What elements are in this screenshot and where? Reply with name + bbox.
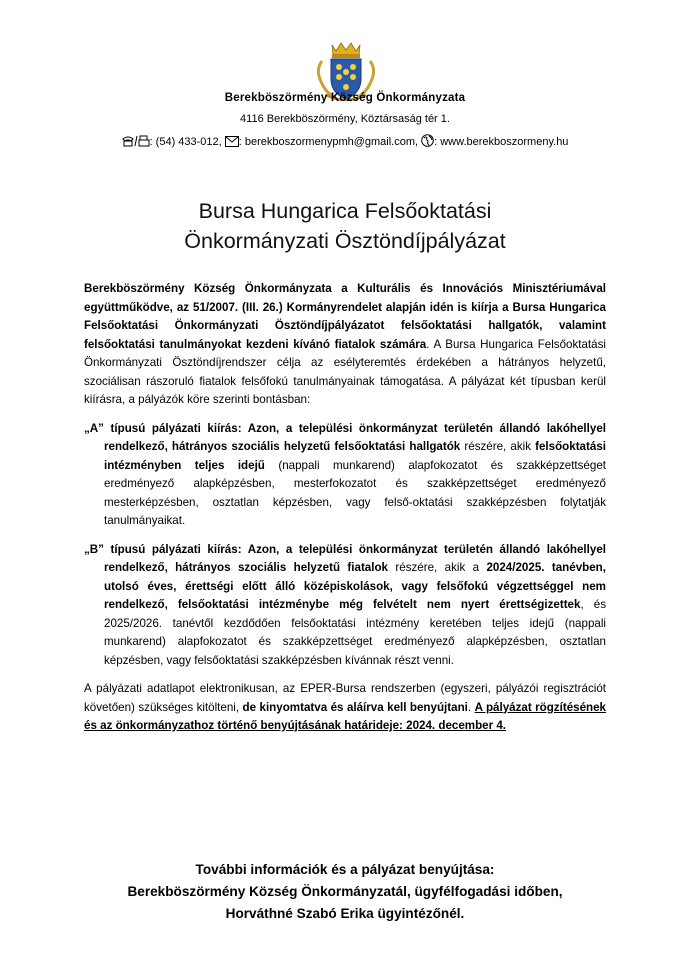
type-a-paragraph [84, 420, 606, 531]
type-a-heading: „A” típusú pályázati kiírás: Azon, a települési önkormányzat területén állandó lakóhellyel rendelkező, hátrányos szociális helyzetű felsőoktatási hallgatók [84, 421, 606, 453]
type-b-text-1: részére, akik a [388, 561, 487, 574]
closing-text-2: . [467, 700, 475, 714]
footer-line-1: További információk és a pályázat benyújtása: [195, 862, 495, 877]
footer-line-3: Horváthné Szabó Erika ügyintézőnél. [225, 906, 465, 921]
intro-bold-text: Berekböszörmény Község Önkormányzata a Kulturális és Innovációs Minisztériumával együttműködve, az 51/2007. (III. 26.) Kormányrendelet alapján idén is kiírja a Bursa Hungarica Felsőoktatási Önkormányzati Ösztöndíjpályázatot felsőoktatási hallgatók, valamint felsőoktatási tanulmányokat kezdeni kívánó fiatalok számára [84, 282, 606, 351]
document-title [0, 196, 690, 256]
globe-icon [421, 134, 434, 147]
footer-info [0, 859, 690, 925]
type-b-paragraph [84, 541, 606, 671]
type-b-heading: „B” típusú pályázati kiírás: Azon, a települési önkormányzat területén állandó lakóhellyel rendelkező, hátrányos szociális helyzetű fiatalok [84, 542, 606, 574]
closing-paragraph [84, 680, 606, 736]
organization-address: 4116 Berekböszörmény, Köztársaság tér 1. [240, 113, 450, 125]
contact-line [0, 134, 690, 148]
type-a-bold-2: felsőoktatási intézményben teljes idejű [104, 440, 606, 472]
phone-fax-icon [122, 135, 150, 147]
footer-line-2: Berekböszörmény Község Önkormányzatál, ügyfélfogadási időben, [127, 884, 563, 899]
type-a-text-2: (nappali munkarend) alapfokozatot és szakképzettséget eredményező alapképzésben, mesterfokozatot és szakképzettséget eredményező mesterképzésben, osztatlan képzésben, vagy felső-oktatási szakképzésben folytatják tanulmányaikat. [104, 458, 606, 527]
type-b-bold-2: 2024/2025. tanévben, utolsó éves, érettségi előtt álló középiskolások, vagy felsőfokú végzettséggel nem rendelkező, felsőoktatási intézménybe még felvételt nem nyert érettségizettek [104, 561, 606, 611]
email-address: : berekboszormenypmh@gmail.com, [238, 136, 422, 148]
organization-name: Berekböszörmény Község Önkormányzata [224, 92, 466, 104]
intro-paragraph [84, 280, 606, 410]
closing-bold: de kinyomtatva és aláírva kell benyújtani [242, 700, 468, 714]
envelope-icon [225, 136, 239, 147]
type-a-text-1: részére, akik [460, 440, 536, 453]
title-line-2: Önkormányzati Ösztöndíjpályázat [184, 229, 506, 253]
website-url: : www.berekboszormeny.hu [434, 136, 569, 148]
type-b-text-2: , és 2025/2026. tanévtől kezdődően felsőoktatási intézmény keretében teljes idejű (nappali munkarend) alapfokozatot és szakképzettséget eredményező alapképzésben, osztatlan képzésben, vagy felsőoktatási szakképzésben kívánnak részt venni. [104, 598, 606, 667]
phone-number: : (54) 433-012, [149, 136, 225, 148]
closing-text-1: A pályázati adatlapot elektronikusan, az EPER-Bursa rendszerben (egyszeri, pályázói regisztrációt követően) szükséges kitölteni, [84, 682, 606, 714]
intro-text: . A Bursa Hungarica Felsőoktatási Önkormányzati Ösztöndíjrendszer célja az esélyteremtés érdekében a hátrányos helyzetű, szociálisan rászoruló fiatalok felsőfokú tanulmányainak támogatása. A pályázat két típusban kerül kiírásra, a pályázók köre szerinti bontásban: [84, 337, 606, 406]
document-body [84, 280, 606, 746]
deadline-text: A pályázat rögzítésének és az önkormányzathoz történő benyújtásának határideje: 2024. december 4. [84, 700, 607, 732]
title-line-1: Bursa Hungarica Felsőoktatási [198, 199, 492, 223]
